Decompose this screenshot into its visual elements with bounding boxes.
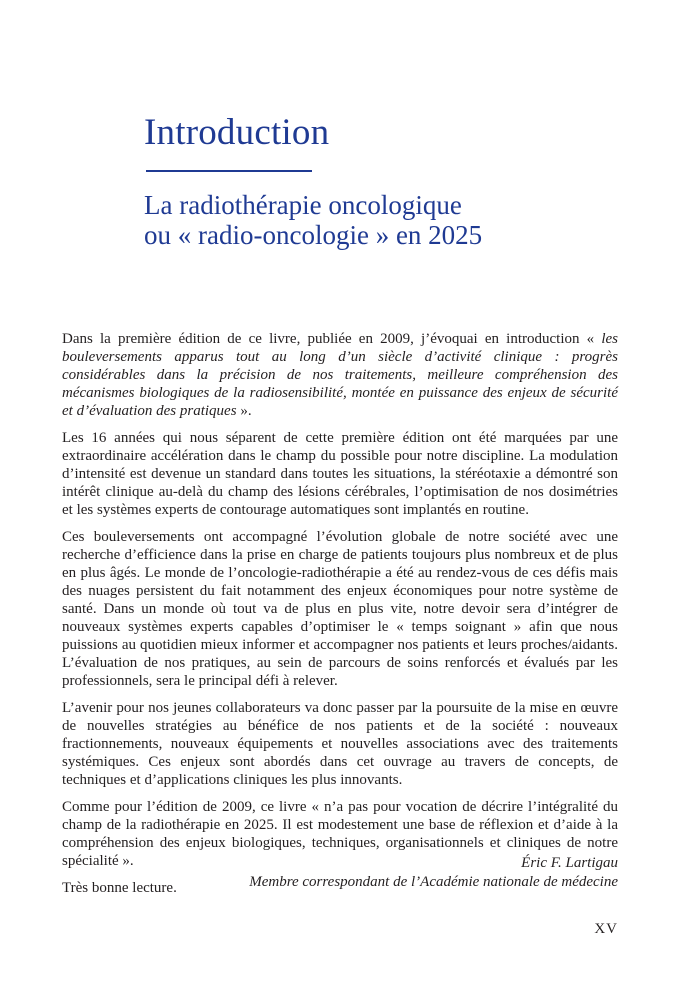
- paragraph-1-quote: les bouleversements apparus tout au long d’un siècle d’activité clinique : progrès considérables dans la précision de nos traitements, meilleure compréhension des mécanismes biologiques de la radiosensibilité, montée en puissance des enjeux de sécurité et d’évaluation des pratiques: [62, 331, 618, 419]
- paragraph-3: Ces bouleversements ont accompagné l’évolution globale de notre société avec une recherche d’efficience dans la prise en charge de patients toujours plus nombreux et de plus en plus âgés. Le monde de l’oncologie-radiothérapie a été au rendez-vous de ces défis mais des nuages persistent du fait notamment des enjeux économiques pour notre système de santé. Dans un monde où tout va de plus en plus vite, notre devoir sera d’intégrer de nouveaux systèmes experts capables d’optimiser le « temps soignant » afin que nous puissions au quotidien mieux informer et accompagner nos patients et leurs proches/aidants. L’évaluation de nos pratiques, au sein de parcours de soins renforcés et évalués par les professionnels, sera le principal défi à relever.: [62, 529, 618, 689]
- paragraph-6: Très bonne lecture.: [62, 880, 177, 896]
- page-number: XV: [594, 921, 618, 937]
- subtitle-line-1: La radiothérapie oncologique: [144, 190, 462, 220]
- subtitle-line-2: ou « radio-oncologie » en 2025: [144, 220, 483, 250]
- signature: [249, 854, 618, 892]
- paragraph-1-end: ».: [236, 403, 252, 419]
- page-title: Introduction: [144, 112, 330, 153]
- paragraph-4: L’avenir pour nos jeunes collaborateurs va donc passer par la poursuite de la mise en œuvre de nouvelles stratégies au bénéfice de nos patients et de la société : nouveaux fractionnements, nouveaux équipements et nouvelles associations avec des traitements systémiques. Ces enjeux sont abordés dans cet ouvrage au travers de concepts, de techniques et d’applications cliniques les plus innovants.: [62, 700, 618, 788]
- paragraph-5: Comme pour l’édition de 2009, ce livre « n’a pas pour vocation de décrire l’intégralité du champ de la radiothérapie en 2025. Il est modestement une base de réflexion et d’aide à la compréhension des enjeux biologiques, techniques, organisationnels et cliniques de notre spécialité ».: [62, 799, 618, 869]
- paragraph-1-start: Dans la première édition de ce livre, publiée en 2009, j’évoquai en introduction «: [62, 331, 602, 347]
- paragraph-2: Les 16 années qui nous séparent de cette première édition ont été marquées par une extraordinaire accélération dans le champ du possible pour notre discipline. La modulation d’intensité est devenue un standard dans toutes les situations, la stéréotaxie a démontré son intérêt clinique au-delà du champ des lésions cérébrales, l’optimisation de nos dosimétries et les systèmes experts de contourage automatiques sont implantés en routine.: [62, 430, 618, 518]
- page-subtitle: [144, 190, 482, 250]
- signature-role: Membre correspondant de l’Académie nationale de médecine: [249, 874, 618, 890]
- title-rule: [146, 170, 312, 172]
- paragraph-1: [62, 330, 618, 420]
- body-text: [62, 330, 618, 906]
- signature-name: Éric F. Lartigau: [521, 855, 618, 871]
